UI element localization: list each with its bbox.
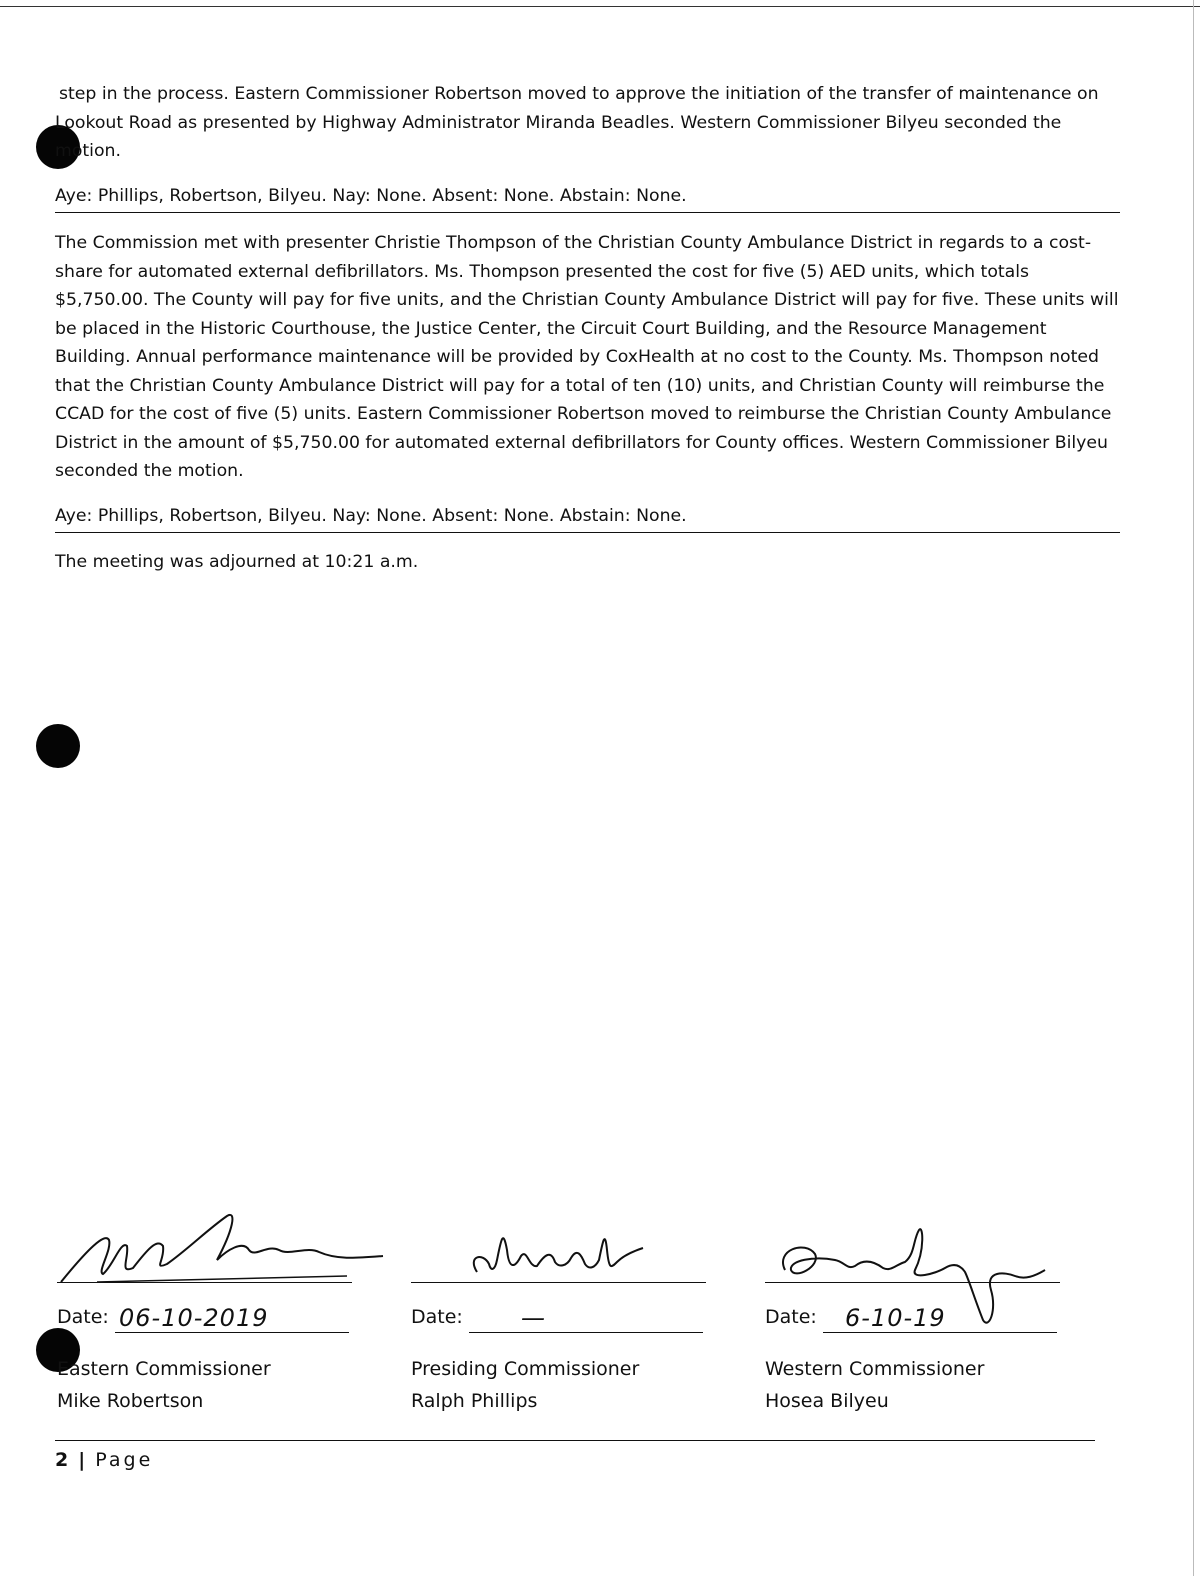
date-label: Date: [411, 1306, 463, 1328]
footer-separator: | [78, 1449, 87, 1471]
date-line [469, 1332, 703, 1333]
commissioner-name: Ralph Phillips [411, 1390, 538, 1412]
commissioner-name: Hosea Bilyeu [765, 1390, 889, 1412]
signature-line [411, 1282, 706, 1283]
signature-line [57, 1282, 352, 1283]
motion-paragraph-1: step in the process. Eastern Commissioner Robertson moved to approve the initiation of the transfer of maintenance on Lookout Road as presented by Highway Administrator Miranda Beadles. Western Commissioner Bilyeu seconded the motion. [55, 84, 1099, 161]
page-footer [55, 1449, 153, 1471]
commissioner-title: Presiding Commissioner [411, 1358, 640, 1380]
vote-record-2: Aye: Phillips, Robertson, Bilyeu. Nay: None. Absent: None. Abstain: None. [55, 504, 1120, 533]
handwritten-signature-eastern [57, 1210, 387, 1290]
date-label: Date: [57, 1306, 109, 1328]
commissioner-name: Mike Robertson [57, 1390, 204, 1412]
date-line [823, 1332, 1057, 1333]
handwritten-signature-presiding [411, 1210, 711, 1290]
commissioner-title: Eastern Commissioner [57, 1358, 271, 1380]
handwritten-date: 6-10-19 [845, 1304, 946, 1332]
motion-paragraph-2: The Commission met with presenter Christie Thompson of the Christian County Ambulance District in regards to a cost-share for automated external defibrillators. Ms. Thompson presented the cost for five (5) AED units, which totals $5,750.00. The County will pay for five units, and the Christian County Ambulance District will pay for five. These units will be placed in the Historic Courthouse, the Justice Center, the Circuit Court Building, and the Resource Management Building. Annual performance maintenance will be provided by CoxHealth at no cost to the County. Ms. Thompson noted that the Christian County Ambulance District will pay for a total of ten (10) units, and Christian County will reimburse the CCAD for the cost of five (5) units. Eastern Commissioner Robertson moved to reimburse the Christian County Ambulance District in the amount of $5,750.00 for automated external defibrillators for County offices. Western Commissioner Bilyeu seconded the motion. [55, 233, 1119, 481]
handwritten-date: — [521, 1304, 546, 1332]
page-word: Page [95, 1449, 154, 1471]
vote-record-1: Aye: Phillips, Robertson, Bilyeu. Nay: None. Absent: None. Abstain: None. [55, 184, 1120, 213]
adjournment-statement: The meeting was adjourned at 10:21 a.m. [55, 552, 419, 572]
date-line [115, 1332, 349, 1333]
page-edge [0, 6, 1200, 7]
punch-hole [36, 724, 80, 768]
footer-rule [55, 1440, 1095, 1441]
signature-line [765, 1282, 1060, 1283]
date-label: Date: [765, 1306, 817, 1328]
page-number: 2 [55, 1449, 70, 1471]
page-edge [1193, 0, 1194, 1576]
handwritten-date: 06-10-2019 [119, 1304, 269, 1332]
commissioner-title: Western Commissioner [765, 1358, 985, 1380]
